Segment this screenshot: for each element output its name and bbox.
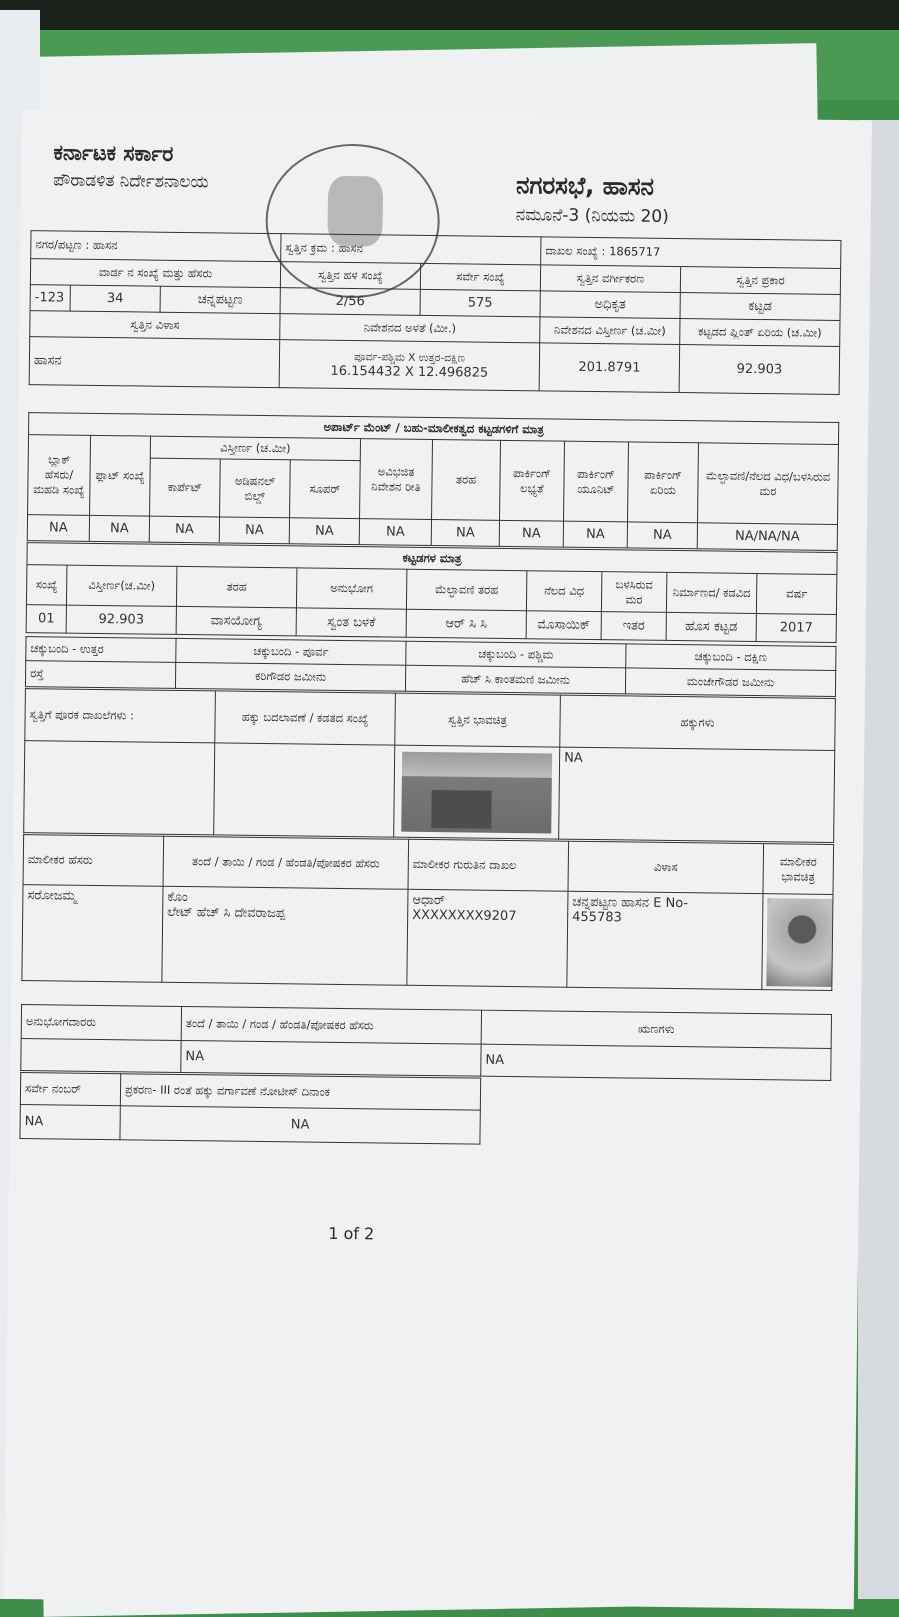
owner-photo-header: ಮಾಲೀಕರ ಭಾವಚಿತ್ರ (763, 844, 834, 895)
apt-header-block: ಬ್ಲಾಕ್ ಹೆಸರು/ ಮಹಡಿ ಸಂಖ್ಯೆ (28, 435, 91, 516)
ward-prefix: -123 (30, 285, 70, 311)
bld-header: ವರ್ಷ (756, 574, 837, 615)
type-header: ಸ್ವತ್ತಿನ ಪ್ರಕಾರ (680, 267, 840, 295)
bld-value: ಹೊಸ ಕಟ್ಟಡ (666, 612, 756, 641)
bld-value: ವಾಸಯೋಗ್ಯ (176, 606, 296, 635)
loans-value: NA (481, 1044, 831, 1080)
gov-title: ಕರ್ನಾಟಕ ಸರ್ಕಾರ (53, 140, 174, 166)
supporting-docs-cell (24, 741, 215, 835)
building-title: ಕಟ್ಟಡಗಳ ಮಾತ್ರ (27, 543, 837, 575)
bld-value: 2017 (756, 614, 836, 643)
dept-title: ಪೌರಾಡಳಿತ ನಿರ್ದೇಶನಾಲಯ (53, 170, 209, 193)
owner-address-header: ವಿಳಾಸ (568, 841, 764, 893)
apt-value: NA (499, 520, 563, 547)
ward-name: ಚನ್ನಪಟ್ಟಣ (160, 286, 280, 313)
apt-value: NA (149, 516, 219, 543)
bld-value: ಸ್ವಂತ ಬಳಕೆ (296, 608, 406, 637)
apt-header-roof: ಮೆಲ್ಛಾವಣಿ/ನೆಲದ ವಿಧ/ಬಳಸಿರುವ ಮರ (698, 443, 839, 525)
old-no-header: ಸ್ವತ್ತಿನ ಹಳ ಸಂಖ್ಯೆ (280, 262, 420, 290)
building-table (26, 542, 838, 643)
owner-table (21, 834, 834, 991)
apt-value: NA (359, 519, 431, 546)
plinth-area-header: ಕಟ್ಟಡದ ಪ್ಲಿಂತ್ ಏರಿಯ (ಚ.ಮೀ) (680, 319, 840, 347)
apt-header-parking-unit: ಪಾರ್ಕಿಂಗ್ ಯೂನಿಟ್ (564, 441, 629, 522)
apt-value: NA (431, 520, 499, 547)
doc-number: ದಾಖಲ ಸಂಖ್ಯೆ : 1865717 (541, 237, 841, 269)
apt-header-flat: ಫ್ಲಾಟ್ ಸಂಖ್ಯೆ (90, 435, 151, 516)
owner-relation: ಕೊಂ (167, 889, 188, 906)
apt-value: NA (289, 518, 359, 545)
owner-parent-cell (162, 886, 408, 985)
survey-header: ಸರ್ವೇ ಸಂಖ್ಯೆ (420, 263, 540, 290)
north-boundary: ರಸ್ತೆ (25, 661, 175, 689)
site-area: 201.8791 (539, 343, 680, 393)
owner-parent: ಲೇಟ್ ಹೆಚ್ ಸಿ ದೇವರಾಜಪ್ಪ (167, 904, 286, 922)
apt-value: NA/NA/NA (697, 523, 837, 551)
property-photo-label: ಸ್ವತ್ತಿನ ಭಾವಚಿತ್ರ (395, 693, 561, 747)
owner-address-number: 455783 (572, 909, 622, 926)
bld-value: ಆರ್ ಸಿ ಸಿ (406, 609, 526, 638)
apt-value: NA (89, 515, 149, 542)
apartment-table (27, 412, 840, 551)
apt-header-super: ಸೂಪರ್ (290, 460, 361, 519)
east-label: ಚಕ್ಕುಬಂದಿ - ಪೂರ್ವ (176, 638, 406, 665)
apt-header-parking-area: ಪಾರ್ಕಿಂಗ್ ಏರಿಯ (628, 442, 699, 523)
supporting-docs-label: ಸ್ವತ್ತಿಗೆ ಪೂರಕ ದಾಖಲೆಗಳು : (25, 689, 216, 743)
bld-value: ಮೊಸಾಯಿಕ್ (526, 611, 601, 640)
apt-value: NA (627, 522, 697, 549)
occupant-header: ಅನುಭೋಗದಾರರು (21, 1005, 181, 1041)
bld-value: 92.903 (66, 605, 176, 634)
apt-area-group: ವಿಸ್ತೀರ್ಣ (ಚ.ಮೀ) (150, 436, 360, 461)
owner-photo (766, 898, 833, 987)
site-dimensions (279, 340, 540, 391)
property-photo-cell (394, 745, 560, 839)
bld-header: ಬಳಸಿರುವ ಮರ (601, 572, 666, 613)
owner-address-cell (567, 891, 763, 989)
occupant-name (21, 1039, 181, 1073)
occupant-parent-header: ತಂದೆ / ತಾಯಿ / ಗಂಡ / ಹೆಂಡತಿ/ಪೋಷಕರ ಹೆಸರು (181, 1007, 481, 1045)
west-boundary: ಹೆಚ್ ಸಿ ಕಾಂತಮಣಿ ಜಮೀನು (405, 665, 625, 694)
property-photo (401, 751, 552, 833)
survey-no-value: NA (20, 1105, 120, 1140)
site-value: 16.154432 X 12.496825 (330, 363, 489, 381)
apartment-title: ಅಪಾರ್ಟ್ ಮೆಂಟ್ / ಬಹು-ಮಾಲೀಕತ್ವದ ಕಟ್ಟಡಗಳಿಗೆ ಮಾತ್ರ (29, 413, 839, 445)
survey-table (19, 1072, 481, 1145)
survey-number: 575 (420, 289, 540, 316)
bld-header: ನೆಲದ ವಿಧ (526, 571, 601, 612)
owner-id-number: XXXXXXXX9207 (412, 907, 517, 925)
city-label: ನಗರ/ಪಟ್ಟಣ : ಹಾಸನ (31, 231, 281, 262)
occupant-parent: NA (181, 1041, 481, 1077)
site-area-header: ನಿವೇಶನದ ವಿಸ್ತೀರ್ಣ (ಚ.ಮೀ) (540, 317, 680, 345)
south-boundary: ಮಂಜೇಗೌಡರ ಜಮೀನು (625, 668, 835, 697)
bld-header: ವಿಸ್ತೀರ್ಣ(ಚ.ಮೀ) (66, 565, 176, 606)
owner-id-cell (407, 889, 568, 987)
east-boundary: ಕರಿಗೌಡರ ಜಮೀನು (175, 662, 405, 691)
property-class: ಅಧಿಕೃತ (540, 291, 680, 319)
header-left (53, 138, 209, 196)
header-right (516, 171, 670, 227)
loans-header: ಋಣಗಳು (481, 1010, 831, 1048)
owner-name: ಸರೋಜಮ್ಮ (22, 885, 163, 983)
apt-value: NA (27, 515, 89, 542)
apt-header-carpet: ಕಾರ್ಪೆಟ್ (150, 458, 221, 517)
form-label: ನಮೂನೆ-3 (ನಿಯಮ 20) (515, 205, 669, 227)
document-page (4, 110, 872, 1609)
west-label: ಚಕ್ಕುಬಂದಿ - ಪಶ್ಚಿಮ (406, 641, 626, 668)
property-address: ಹಾಸನ (29, 337, 280, 388)
ward-number: 34 (70, 285, 160, 312)
survey-no-header: ಸರ್ವೇ ನಂಬರ್ (20, 1073, 120, 1106)
site-dims-header: ನಿವೇಶನದ ಅಳತೆ (ಮೀ.) (280, 314, 540, 343)
apt-value: NA (219, 517, 289, 544)
bld-header: ತರಹ (176, 566, 296, 607)
property-id-label: ಸ್ವತ್ತಿನ ಕ್ರಮ : ಹಾಸನ (281, 234, 541, 265)
bld-value: 01 (26, 605, 66, 633)
notice-date-value: NA (120, 1106, 480, 1144)
site-direction: ಪೂರ್ವ-ಪಶ್ಚಿಮ X ಉತ್ತರ-ದಕ್ಷಿಣ (354, 350, 466, 364)
ward-header: ವಾರ್ಡ ನ ಸಂಖ್ಯೆ ಮತ್ತು ಹೆಸರು (30, 259, 280, 288)
owner-id-type: ಆಧಾರ್ (412, 892, 446, 909)
boundaries-table (25, 636, 837, 697)
owner-parent-header: ತಂದೆ / ತಾಯಿ / ಗಂಡ / ಹೆಂಡತಿ/ಪೋಷಕರ ಹೆಸರು (163, 836, 409, 889)
rights-value: NA (559, 747, 835, 842)
bld-header: ಸಂಖ್ಯೆ (26, 565, 66, 605)
plinth-area: 92.903 (679, 345, 840, 395)
property-type: ಕಟ್ಟಡ (680, 293, 840, 321)
apt-header-kind: ತರಹ (432, 440, 501, 521)
rights-label: ಹಕ್ಕುಗಳು (560, 695, 836, 750)
owner-address-line: ಚನ್ನಪಟ್ಟಣ ಹಾಸನ E No- (572, 894, 689, 912)
apt-header-parking-avail: ಪಾರ್ಕಿಂಗ್ ಲಭ್ಯತೆ (500, 440, 565, 521)
supporting-table (23, 688, 836, 843)
owner-id-header: ಮಾಲೀಕರ ಗುರುತಿನ ದಾಖಲ (408, 839, 569, 891)
address-header: ಸ್ವತ್ತಿನ ವಿಳಾಸ (30, 311, 280, 340)
bld-header: ಅನುಭೋಗ (296, 568, 406, 609)
class-header: ಸ್ವತ್ತಿನ ವರ್ಗೀಕರಣ (540, 265, 680, 293)
apt-header-undivided: ಅವಿಭಜಿತ ನಿವೇಶನ ರೀತಿ (360, 439, 433, 520)
council-title: ನಗರಸಭೆ, ಹಾಸನ (515, 171, 655, 201)
owner-photo-cell (762, 894, 833, 991)
apt-header-additional: ಅಡಿಷನಲ್ ಬಿಲ್ಡ್ (220, 459, 291, 518)
bld-header: ನಿರ್ಮಾಣದ/ ಕಡವಿದ (666, 572, 756, 613)
page-number: 1 of 2 (328, 1223, 375, 1244)
bld-value: ಇತರ (601, 612, 666, 641)
south-label: ಚಕ್ಕುಬಂದಿ - ದಕ್ಷಿಣ (626, 644, 836, 671)
deed-label: ಹಕ್ಕು ಬದಲಾವಣೆ / ಕಡತದ ಸಂಖ್ಯೆ (215, 691, 396, 745)
owner-name-header: ಮಾಲೀಕರ ಹೆಸರು (23, 835, 164, 887)
north-label: ಚಕ್ಕುಬಂದಿ - ಉತ್ತರ (26, 637, 176, 663)
bld-header: ಮೆಲ್ಛಾವಣಿ ತರಹ (406, 569, 526, 610)
apt-value: NA (563, 521, 627, 548)
notice-date-header: ಪ್ರಕರಣ- III ರಂತೆ ಹಕ್ಕು ವರ್ಗಾವಣೆ ನೋಟೀಸ್ ದಿನಾಂಕ (120, 1074, 480, 1110)
deed-cell (214, 743, 395, 837)
old-number: 2/56 (280, 288, 420, 316)
property-table (29, 230, 842, 395)
occupant-table (20, 1004, 832, 1081)
